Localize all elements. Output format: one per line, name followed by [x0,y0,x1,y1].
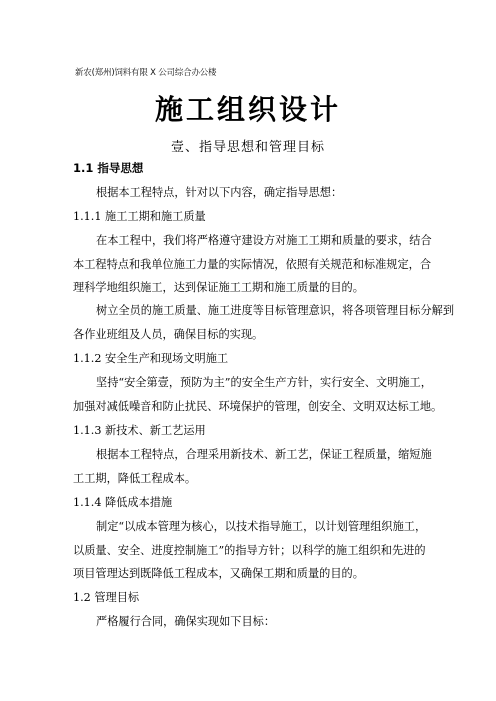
section-heading-1-1-3: 1.1.3 新技术、新工艺运用 [73,424,206,437]
paragraph-cost-reduction [73,515,433,586]
paragraph-line: 项目管理达到既降低工程成本，又确保工期和质量的目的。 [73,567,364,580]
paragraph-line: 加强对减低噪音和防止扰民、环境保护的管理，创安全、文明双达标工地。 [73,399,443,413]
section-1-2-intro: 严格履行合同，确保实现如下目标： [96,615,276,628]
document-title: 施工组织设计 [154,93,341,126]
section-heading-1-1: 1.1 指导思想 [73,161,144,175]
paragraph-target-management [73,299,455,346]
paragraph-line: 工工期，降低工程成本。 [73,471,197,485]
paragraph-schedule-quality [73,229,433,300]
section-1-1-intro: 根据本工程特点，针对以下内容，确定指导思想： [96,186,343,199]
paragraph-line: 各作业班组及人员，确保目标的实现。 [73,327,264,341]
section-heading-1-1-2: 1.1.2 安全生产和现场文明施工 [73,352,229,365]
paragraph-new-technology [73,443,433,490]
page-header: 新农(郑州)饲料有限 X 公司综合办公楼 [75,68,217,78]
paragraph-line: 坚持“安全第壹，预防为主”的安全生产方针，实行安全、文明施工， [96,376,432,389]
paragraph-line: 制定“以成本管理为核心，以技术指导施工，以计划管理组织施工， [96,520,427,533]
paragraph-line: 本工程特点和我单位施工力量的实际情况，依照有关规范和标准规定，合 [73,257,432,271]
paragraph-line: 树立全员的施工质量、施工进度等目标管理意识，将各项管理目标分解到 [96,304,455,317]
paragraph-safety [73,371,443,418]
section-heading-1-1-1: 1.1.1 施工工期和施工质量 [73,210,206,223]
section-heading-1-1-4: 1.1.4 降低成本措施 [73,496,173,509]
paragraph-line: 在本工程中，我们将严格遵守建设方对施工工期和质量的要求，结合 [96,234,432,247]
section-heading-1-2: 1.2 管理目标 [73,591,140,604]
chapter-heading: 壹、指导思想和管理目标 [170,140,325,155]
paragraph-line: 理科学地组织施工，达到保证施工工期和施工质量的目的。 [73,281,364,294]
paragraph-line: 以质量、安全、进度控制施工”的指导方针；以科学的施工组织和先进的 [73,543,426,557]
paragraph-line: 根据本工程特点，合理采用新技术、新工艺，保证工程质量，缩短施 [96,448,432,461]
